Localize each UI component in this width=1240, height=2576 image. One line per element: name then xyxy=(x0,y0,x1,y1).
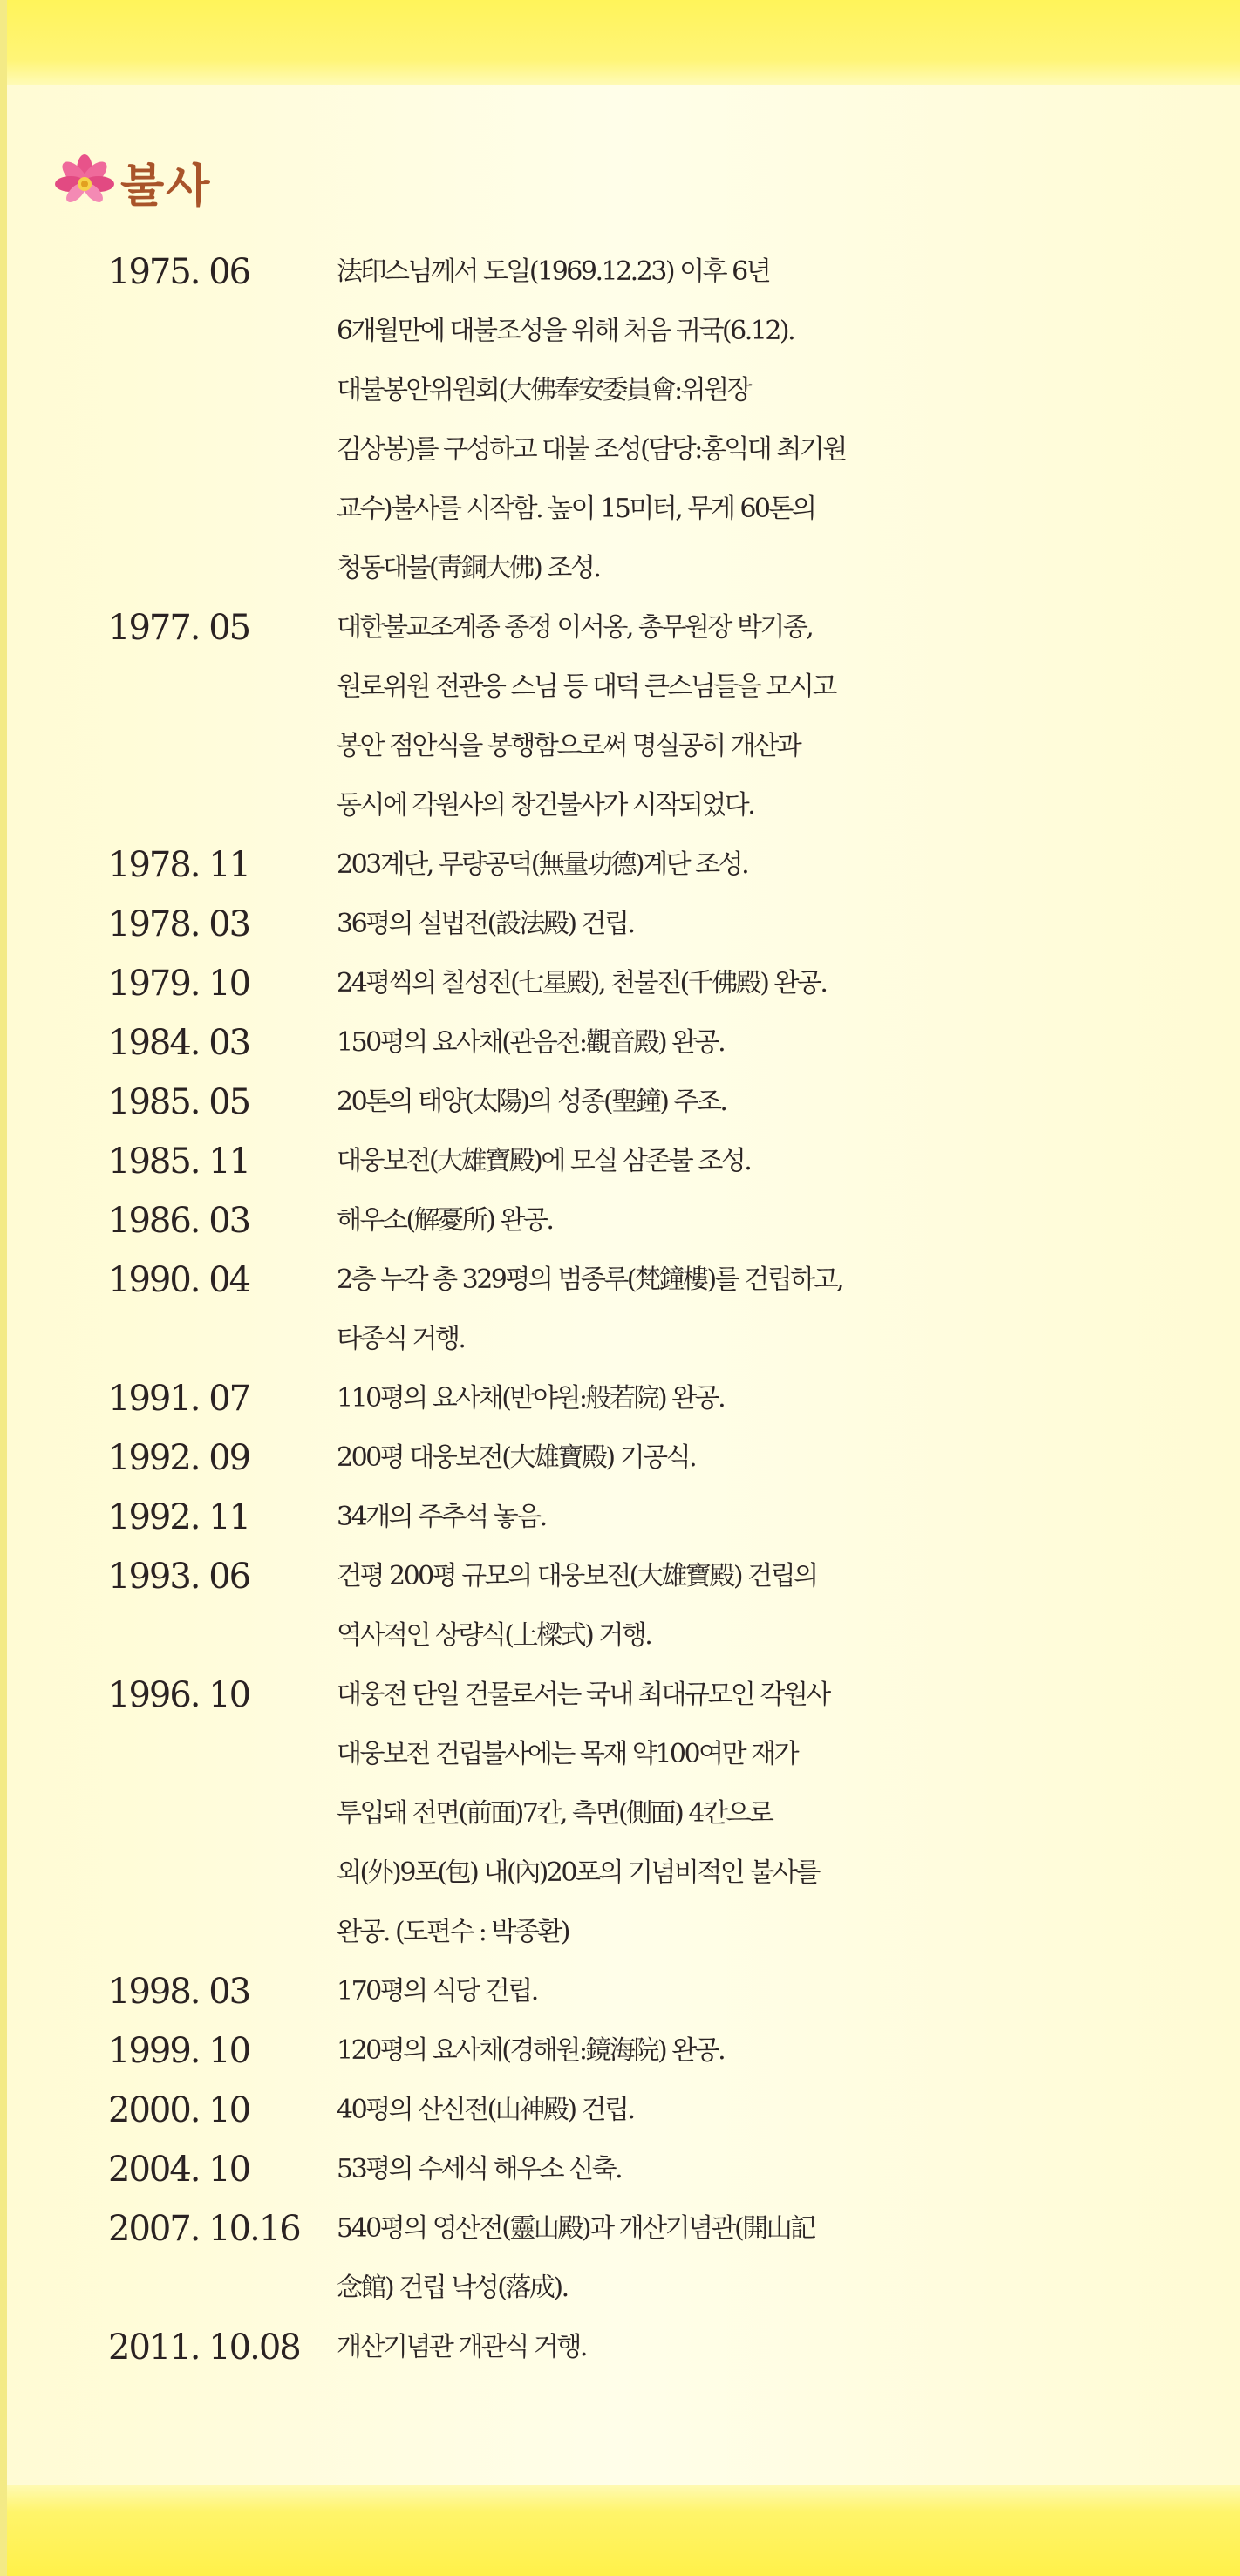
entry-line: 대웅전 단일 건물로서는 국내 최대규모인 각원사 xyxy=(337,1680,829,1710)
entry-line: 김상봉)를 구성하고 대불 조성(담당:홍익대 최기원 xyxy=(337,434,846,465)
timeline-entry xyxy=(108,1369,1137,1428)
entry-date: 1984. 03 xyxy=(108,1023,250,1063)
entry-date: 1986. 03 xyxy=(108,1201,250,1241)
entry-date: 2004. 10 xyxy=(108,2150,250,2190)
entry-date: 1975. 06 xyxy=(108,252,250,292)
bottom-yellow-band xyxy=(0,2485,1240,2576)
entry-description xyxy=(337,1428,1137,1488)
entry-date: 1992. 09 xyxy=(108,1438,250,1478)
timeline-entry xyxy=(108,2199,1137,2318)
timeline-entry xyxy=(108,242,1137,598)
entry-line: 외(外)9포(包) 내(內)20포의 기념비적인 불사를 xyxy=(337,1857,819,1888)
entry-line: 6개월만에 대불조성을 위해 처음 귀국(6.12). xyxy=(337,316,794,346)
entry-date: 1977. 05 xyxy=(108,608,250,648)
entry-description xyxy=(337,2021,1137,2081)
entry-date: 2000. 10 xyxy=(108,2090,250,2130)
entry-line: 교수)불사를 시작함. 높이 15미터, 무게 60톤의 xyxy=(337,494,815,524)
entry-line: 타종식 거행. xyxy=(337,1324,465,1354)
entry-line: 역사적인 상량식(上樑式) 거행. xyxy=(337,1620,651,1651)
timeline-entry xyxy=(108,1547,1137,1666)
entry-line: 203계단, 무량공덕(無量功德)계단 조성. xyxy=(337,849,748,880)
entry-line: 200평 대웅보전(大雄寶殿) 기공식. xyxy=(337,1442,696,1473)
entry-description xyxy=(337,1488,1137,1547)
entry-line: 36평의 설법전(設法殿) 건립. xyxy=(337,909,634,939)
entry-date: 2011. 10.08 xyxy=(108,2327,300,2368)
timeline-entry xyxy=(108,2081,1137,2140)
entry-date: 1978. 11 xyxy=(108,845,250,885)
timeline-entry xyxy=(108,2021,1137,2081)
entry-line: 念館) 건립 낙성(落成). xyxy=(337,2273,568,2303)
entry-date: 1992. 11 xyxy=(108,1497,250,1537)
entry-line: 2층 누각 총 329평의 범종루(梵鐘樓)를 건립하고, xyxy=(337,1264,843,1295)
entry-date: 1996. 10 xyxy=(108,1675,250,1715)
entry-description xyxy=(337,1962,1137,2021)
section-heading xyxy=(54,147,211,216)
entry-description xyxy=(337,835,1137,895)
entry-date: 1978. 03 xyxy=(108,904,250,944)
entry-line: 24평씩의 칠성전(七星殿), 천불전(千佛殿) 완공. xyxy=(337,968,827,998)
entry-line: 개산기념관 개관식 거행. xyxy=(337,2332,586,2362)
entry-description xyxy=(337,2140,1137,2199)
entry-line: 대웅보전(大雄寶殿)에 모실 삼존불 조성. xyxy=(337,1146,751,1176)
entry-line: 法印스님께서 도일(1969.12.23) 이후 6년 xyxy=(337,256,770,287)
entry-description xyxy=(337,2081,1137,2140)
timeline-entry xyxy=(108,1666,1137,1962)
entry-date: 1990. 04 xyxy=(108,1260,250,1300)
entry-description xyxy=(337,1132,1137,1191)
entry-line: 대불봉안위원회(大佛奉安委員會:위원장 xyxy=(337,375,751,405)
lotus-icon xyxy=(54,151,115,212)
entry-description xyxy=(337,895,1137,954)
timeline-entry xyxy=(108,1962,1137,2021)
entry-date: 1998. 03 xyxy=(108,1972,250,2012)
entry-description xyxy=(337,242,1137,598)
entry-date: 1985. 11 xyxy=(108,1141,250,1182)
entry-date: 1985. 05 xyxy=(108,1082,250,1122)
entry-description xyxy=(337,1191,1137,1251)
entry-line: 150평의 요사채(관음전:觀音殿) 완공. xyxy=(337,1027,725,1058)
entry-date: 1991. 07 xyxy=(108,1379,250,1419)
timeline-entry xyxy=(108,1191,1137,1251)
entry-description xyxy=(337,1073,1137,1132)
entry-line: 대웅보전 건립불사에는 목재 약100여만 재가 xyxy=(337,1739,798,1769)
timeline-entry xyxy=(108,1073,1137,1132)
entry-description xyxy=(337,1013,1137,1073)
timeline-entry xyxy=(108,954,1137,1013)
timeline-entry xyxy=(108,1251,1137,1369)
entry-line: 완공. (도편수 : 박종환) xyxy=(337,1917,569,1947)
entry-line: 34개의 주추석 놓음. xyxy=(337,1502,546,1532)
entry-description xyxy=(337,1369,1137,1428)
timeline-entry xyxy=(108,598,1137,835)
entry-line: 110평의 요사채(반야원:般若院) 완공. xyxy=(337,1383,725,1414)
left-edge xyxy=(0,0,7,2576)
entry-line: 540평의 영산전(靈山殿)과 개산기념관(開山記 xyxy=(337,2213,814,2244)
entry-line: 20톤의 태양(太陽)의 성종(聖鐘) 주조. xyxy=(337,1087,726,1117)
entry-line: 원로위원 전관응 스님 등 대덕 큰스님들을 모시고 xyxy=(337,671,835,702)
entry-date: 1993. 06 xyxy=(108,1557,250,1597)
entry-date: 2007. 10.16 xyxy=(108,2209,300,2249)
entry-description xyxy=(337,954,1137,1013)
entry-description xyxy=(337,1666,1137,1962)
entry-description xyxy=(337,1547,1137,1666)
timeline-entry xyxy=(108,1132,1137,1191)
entry-description xyxy=(337,2318,1137,2377)
entry-description xyxy=(337,2199,1137,2318)
entry-line: 53평의 수세식 해우소 신축. xyxy=(337,2154,622,2184)
timeline-entry xyxy=(108,1488,1137,1547)
entry-line: 봉안 점안식을 봉행함으로써 명실공히 개산과 xyxy=(337,731,801,761)
timeline-entry xyxy=(108,2318,1137,2377)
timeline-entry xyxy=(108,895,1137,954)
timeline-entry xyxy=(108,1428,1137,1488)
section-title: 불사 xyxy=(120,160,212,213)
entry-line: 40평의 산신전(山神殿) 건립. xyxy=(337,2095,634,2125)
entry-line: 해우소(解憂所) 완공. xyxy=(337,1205,553,1236)
timeline-entry xyxy=(108,835,1137,895)
entry-date: 1979. 10 xyxy=(108,964,250,1004)
timeline xyxy=(108,242,1137,2377)
entry-line: 120평의 요사채(경해원:鏡海院) 완공. xyxy=(337,2035,725,2066)
entry-line: 170평의 식당 건립. xyxy=(337,1976,537,2007)
entry-line: 대한불교조계종 종정 이서옹, 총무원장 박기종, xyxy=(337,612,813,643)
entry-line: 청동대불(靑銅大佛) 조성. xyxy=(337,553,600,583)
entry-description xyxy=(337,598,1137,835)
timeline-entry xyxy=(108,1013,1137,1073)
entry-line: 동시에 각원사의 창건불사가 시작되었다. xyxy=(337,790,754,821)
entry-date: 1999. 10 xyxy=(108,2031,250,2071)
top-yellow-band xyxy=(0,0,1240,85)
entry-line: 투입돼 전면(前面)7칸, 측면(側面) 4칸으로 xyxy=(337,1798,773,1829)
entry-line: 건평 200평 규모의 대웅보전(大雄寶殿) 건립의 xyxy=(337,1561,817,1591)
timeline-entry xyxy=(108,2140,1137,2199)
entry-description xyxy=(337,1251,1137,1369)
